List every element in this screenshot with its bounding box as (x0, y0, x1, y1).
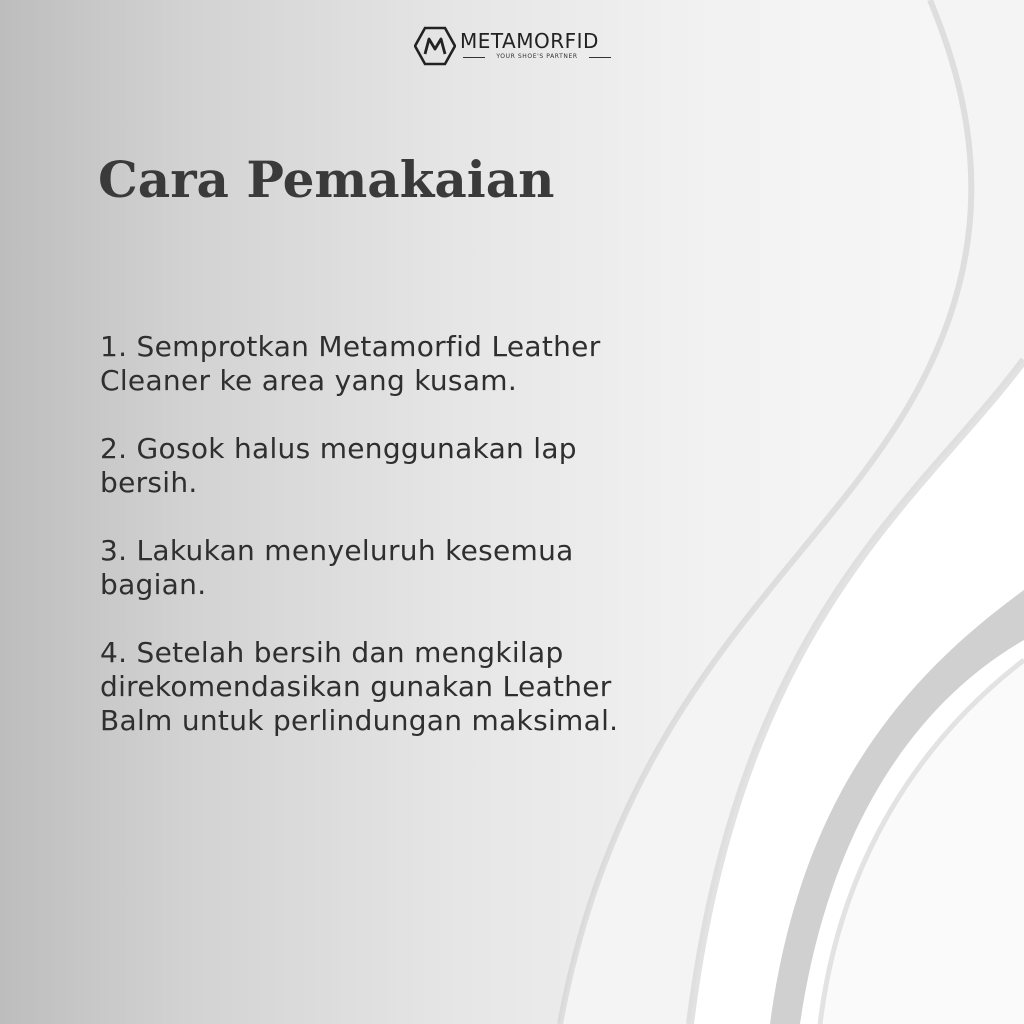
usage-step-2: 2. Gosok halus menggunakan lap bersih. (100, 432, 577, 499)
usage-steps-list (100, 330, 680, 772)
usage-step-4: 4. Setelah bersih dan mengkilap direkomendasikan gunakan Leather Balm untuk perlindungan maksimal. (100, 636, 619, 737)
tagline-divider-right (589, 57, 611, 58)
brand-name: METAMORFID (460, 29, 599, 53)
brand-tagline-row (463, 53, 611, 63)
page-title: Cara Pemakaian (98, 150, 555, 209)
brand-tagline: YOUR SHOE'S PARTNER (496, 53, 578, 60)
metamorfid-logo-icon (414, 26, 456, 66)
usage-step-1: 1. Semprotkan Metamorfid Leather Cleaner ke area yang kusam. (100, 330, 601, 397)
usage-step-3: 3. Lakukan menyeluruh kesemua bagian. (100, 534, 574, 601)
brand-logo (414, 26, 614, 66)
tagline-divider-left (463, 57, 485, 58)
